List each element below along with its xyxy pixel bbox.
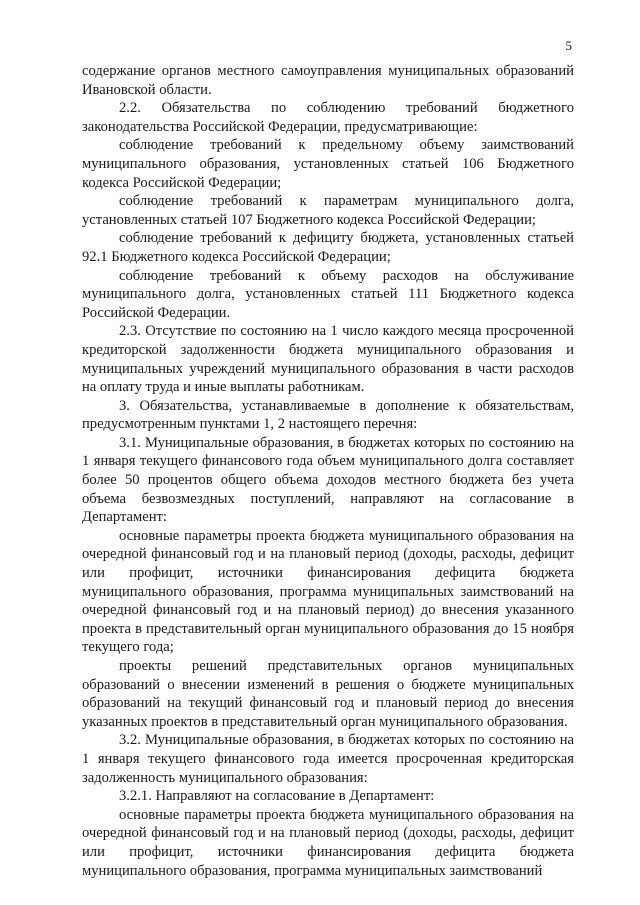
- paragraph-debt-parameters: соблюдение требований к параметрам муниципального долга, установленных статьей 107 Бюджетного кодекса Российской Федерации;: [82, 193, 574, 228]
- paragraph-deficit: соблюдение требований к дефициту бюджета, установленных статьей 92.1 Бюджетного кодекса Российской Федерации;: [82, 230, 574, 265]
- document-body: [82, 62, 574, 880]
- paragraph-3: 3. Обязательства, устанавливаемые в дополнение к обязательствам, предусмотренным пунктами 1, 2 настоящего перечня:: [82, 397, 574, 433]
- paragraph-budget-parameters-2: основные параметры проекта бюджета муниципального образования на очередной финансовый год и на плановый период (доходы, расходы, дефицит или профицит, источники финансирования дефицита бюджета муниципального образования, программа муниципальных заимствований: [82, 806, 574, 879]
- paragraph-budget-parameters: основные параметры проекта бюджета муниципального образования на очередной финансовый год и на плановый период (доходы, расходы, дефицит или профицит, источники финансирования дефицита бюджета муниципального образования, программа муниципальных заимствований на очередной финансовый год и на плановый период) до внесения указанного проекта в представительный орган муниципального образования до 15 ноября текущего года;: [82, 527, 574, 656]
- page-number: 5: [565, 38, 572, 53]
- paragraph-continuation: содержание органов местного самоуправления муниципальных образований Ивановской области.: [82, 63, 574, 98]
- paragraph-3-1: 3.1. Муниципальные образования, в бюджетах которых по состоянию на 1 января текущего финансового года объем муниципального долга составляет более 50 процентов общего объема доходов местного бюджета без учета объема безвозмездных поступлений, направляют на согласование в Департамент:: [82, 434, 574, 526]
- paragraph-draft-decisions: проекты решений представительных органов муниципальных образований о внесении изменений в решения о бюджете муниципальных образований на текущий финансовый год и плановый период до внесения указанных проектов в представительный орган муниципального образования.: [82, 658, 574, 730]
- paragraph-3-2-1: 3.2.1. Направляют на согласование в Департамент:: [119, 788, 435, 805]
- paragraph-2-2: 2.2. Обязательства по соблюдению требований бюджетного законодательства Российской Федерации, предусматривающие:: [82, 100, 574, 135]
- paragraph-debt-service: соблюдение требований к объему расходов на обслуживание муниципального долга, установленных статьей 111 Бюджетного кодекса Российской Федерации.: [82, 267, 574, 321]
- paragraph-3-2: 3.2. Муниципальные образования, в бюджетах которых по состоянию на 1 января текущего финансового года имеется просроченная кредиторская задолженность муниципального образования:: [82, 732, 574, 786]
- paragraph-2-3: 2.3. Отсутствие по состоянию на 1 число каждого месяца просроченной кредиторской задолженности бюджета муниципального образования и муниципальных учреждений муниципального образования в части расходов на оплату труда и иные выплаты работникам.: [82, 323, 574, 396]
- paragraph-borrowing-limit: соблюдение требований к предельному объему заимствований муниципального образования, установленных статьей 106 Бюджетного кодекса Российской Федерации;: [82, 137, 574, 191]
